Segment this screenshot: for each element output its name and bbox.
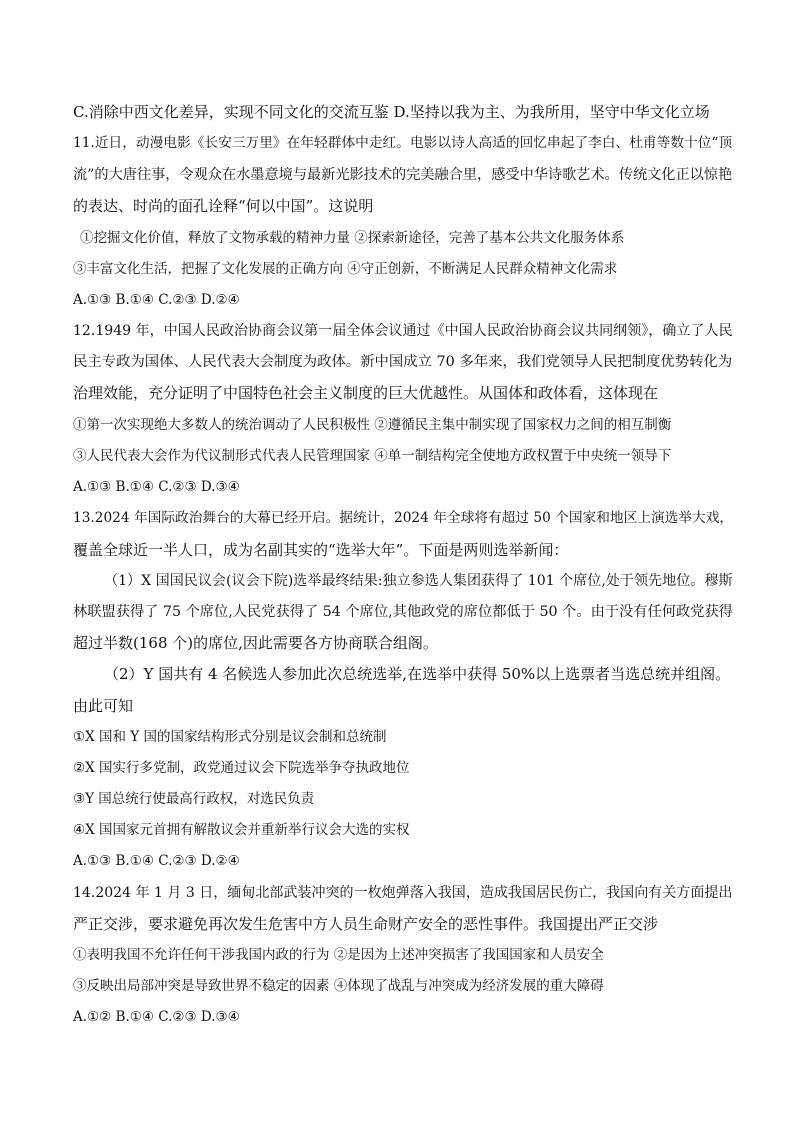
q13-stem-line-2: 覆盖全球近一半人口，成为名副其实的“选举大年”。下面是两则选举新闻：: [73, 541, 569, 559]
q13-news-2: （2）Y 国共有 4 名候选人参加此次总统选举,在选举中获得 50%以上选票者当选总统并组阁。: [104, 665, 731, 683]
q11-stem-line-1: 11.近日，动漫电影《长安三万里》在年轻群体中走红。电影以诗人高适的回忆串起了李白、杜甫等数十位“顶: [73, 135, 733, 151]
q14-statements-1-2: ①表明我国不允许任何干涉我国内政的行为 ②是因为上述冲突损害了我国国家和人员安全: [73, 947, 604, 963]
q13-statement-2: ②X 国实行多党制，政党通过议会下院选举争夺执政地位: [73, 760, 410, 776]
q13-statement-1: ①X 国和 Y 国的国家结构形式分别是议会制和总统制: [73, 729, 387, 745]
q12-stem-line-1: 12.1949 年，中国人民政治协商会议第一届全体会议通过《中国人民政治协商会议共同纲领》，确立了人民: [73, 323, 733, 339]
q11-choices: A.①③ B.①④ C.②③ D.②④: [73, 292, 240, 308]
q13-news-1-line-2: 林联盟获得了 75 个席位,人民党获得了 54 个席位,其他政党的席位都低于 50 个。由于没有任何政党获得: [73, 604, 733, 620]
q13-statement-3: ③Y 国总统行使最高行政权，对选民负责: [73, 791, 315, 807]
q13-stem-line-1: 13.2024 年国际政治舞台的大幕已经开启。据统计，2024 年全球将有超过 50 个国家和地区上演选举大戏，: [73, 510, 734, 526]
q12-stem-line-2: 民主专政为国体、人民代表大会制度为政体。新中国成立 70 多年来，我们党领导人民把制度优势转化为: [73, 354, 733, 370]
q12-statements-3-4: ③人民代表大会作为代议制形式代表人民管理国家 ④单一制结构完全使地方政权置于中央统一领导下: [73, 448, 672, 464]
q11-statements-1-2: ①挖掘文化价值，释放了文物承载的精神力量 ②探索新途径，完善了基本公共文化服务体系: [80, 230, 625, 246]
q14-statements-3-4: ③反映出局部冲突是导致世界不稳定的因素 ④体现了战乱与冲突成为经济发展的重大障碍: [73, 978, 604, 994]
q13-prompt: 由此可知: [73, 697, 134, 715]
q12-choices: A.①③ B.①④ C.②③ D.③④: [73, 479, 240, 495]
q12-statements-1-2: ①第一次实现绝大多数人的统治调动了人民积极性 ②遵循民主集中制实现了国家权力之间的相互制衡: [73, 417, 672, 433]
q14-stem-line-1: 14.2024 年 1 月 3 日，缅甸北部武装冲突的一枚炮弹落入我国，造成我国居民伤亡，我国向有关方面提出: [73, 885, 733, 901]
q11-stem-line-2: 流”的大唐往事，令观众在水墨意境与最新光影技术的完美融合里，感受中华诗歌艺术。传统文化正以惊艳: [73, 167, 733, 183]
q13-news-1-line-1: （1）X 国国民议会(议会下院)选举最终结果:独立参选人集团获得了 101 个席位,处于领先地位。穆斯: [104, 573, 733, 589]
q13-statement-4: ④X 国国家元首拥有解散议会并重新举行议会大选的实权: [73, 822, 410, 838]
q13-choices: A.①③ B.①④ C.②③ D.②④: [73, 853, 240, 869]
q14-choices: A.①② B.①④ C.②③ D.③④: [73, 1009, 240, 1025]
q12-stem-line-3: 治理效能，充分证明了中国特色社会主义制度的巨大优越性。从国体和政体看，这体现在: [73, 384, 659, 402]
q11-stem-line-3: 的表达、时尚的面孔诠释“何以中国”。这说明: [73, 197, 374, 215]
q14-stem-line-2: 严正交涉，要求避免再次发生危害中方人员生命财产安全的恶性事件。我国提出严正交涉: [73, 915, 659, 933]
q11-statements-3-4: ③丰富文化生活，把握了文化发展的正确方向 ④守正创新，不断满足人民群众精神文化需求: [73, 261, 618, 277]
q10-option-cd: C.消除中西文化差异，实现不同文化的交流互鉴 D.坚持以我为主、为我所用，坚守中华文化立场: [73, 103, 710, 121]
q13-news-1-line-3: 超过半数(168 个)的席位,因此需要各方协商联合组阁。: [73, 634, 438, 652]
